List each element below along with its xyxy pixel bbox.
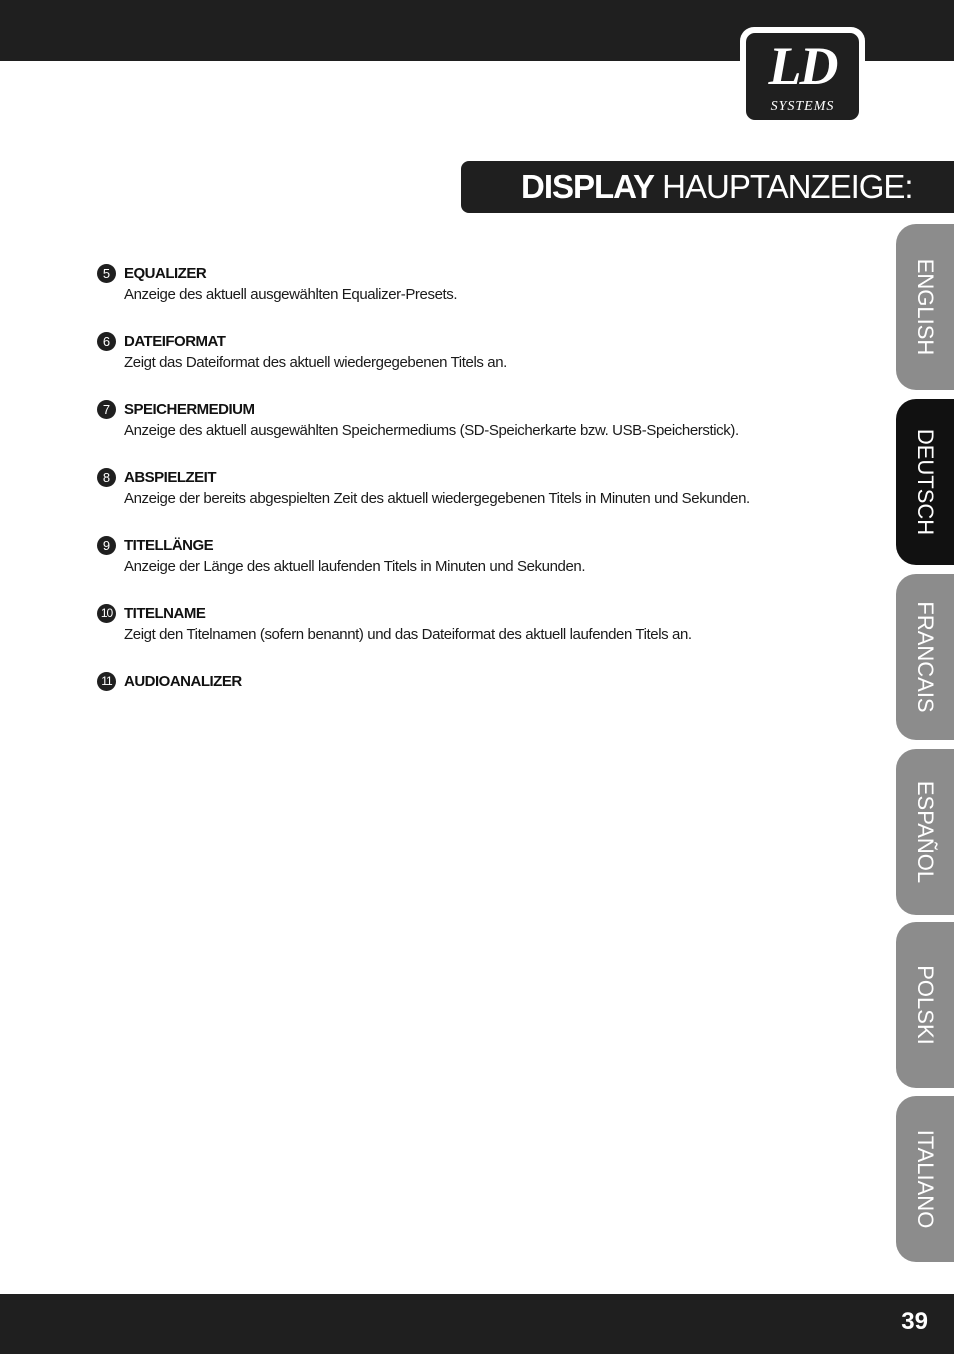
page-number: 39 (901, 1308, 928, 1335)
tab-label: ESPAÑOL (913, 780, 938, 884)
item-number-badge: 7 (97, 400, 116, 419)
item-title: TITELLÄNGE (124, 537, 214, 554)
tab-polski[interactable] (896, 922, 954, 1088)
item-title: TITELNAME (124, 605, 206, 622)
language-tabs (896, 224, 954, 1264)
ld-systems-logo (740, 27, 865, 126)
item-title: SPEICHERMEDIUM (124, 401, 255, 418)
item-description: Anzeige des aktuell ausgewählten Speichermediums (SD-Speicherkarte bzw. USB-Speicherstick). (124, 422, 739, 439)
list-item-speichermedium (97, 400, 837, 443)
tab-english[interactable] (896, 224, 954, 390)
logo-badge (744, 31, 861, 122)
section-title-regular: HAUPTANZEIGE: (662, 168, 913, 205)
item-description: Anzeige des aktuell ausgewählten Equalizer-Presets. (124, 286, 458, 303)
list-item-equalizer (97, 264, 837, 307)
tab-label: POLSKI (913, 965, 938, 1045)
logo-sub-text: SYSTEMS (770, 99, 835, 114)
item-title: AUDIOANALIZER (124, 673, 242, 690)
item-title: EQUALIZER (124, 265, 207, 282)
item-description: Zeigt den Titelnamen (sofern benannt) und das Dateiformat des aktuell laufenden Titels an. (124, 626, 692, 643)
item-description: Anzeige der bereits abgespielten Zeit des aktuell wiedergegebenen Titels in Minuten und Sekunden. (124, 490, 750, 507)
item-number-badge: 5 (97, 264, 116, 283)
tab-francais[interactable] (896, 574, 954, 740)
list-item-titelname (97, 604, 837, 647)
item-number-badge: 11 (97, 672, 116, 691)
item-description: Zeigt das Dateiformat des aktuell wiedergegebenen Titels an. (124, 354, 507, 371)
item-description: Anzeige der Länge des aktuell laufenden Titels in Minuten und Sekunden. (124, 558, 586, 575)
item-title: ABSPIELZEIT (124, 469, 217, 486)
section-title-bold: DISPLAY (521, 168, 654, 205)
item-title: DATEIFORMAT (124, 333, 226, 350)
tab-italiano[interactable] (896, 1096, 954, 1262)
tab-label: DEUTSCH (913, 428, 938, 536)
item-number-badge: 8 (97, 468, 116, 487)
logo-main-text: LD (768, 36, 837, 96)
tab-espanol[interactable] (896, 749, 954, 915)
list-item-titellaenge (97, 536, 837, 579)
tab-label: ENGLISH (913, 258, 938, 356)
section-title-bar (461, 161, 954, 213)
item-number-badge: 10 (97, 604, 116, 623)
bottom-bar (0, 1294, 954, 1354)
item-number-badge: 6 (97, 332, 116, 351)
list-item-dateiformat (97, 332, 837, 375)
tab-label: ITALIANO (913, 1129, 938, 1229)
item-number-badge: 9 (97, 536, 116, 555)
display-items-list (97, 264, 837, 716)
tab-deutsch[interactable] (896, 399, 954, 565)
tab-label: FRANCAIS (913, 601, 938, 713)
list-item-abspielzeit (97, 468, 837, 511)
list-item-audioanalizer (97, 672, 837, 691)
